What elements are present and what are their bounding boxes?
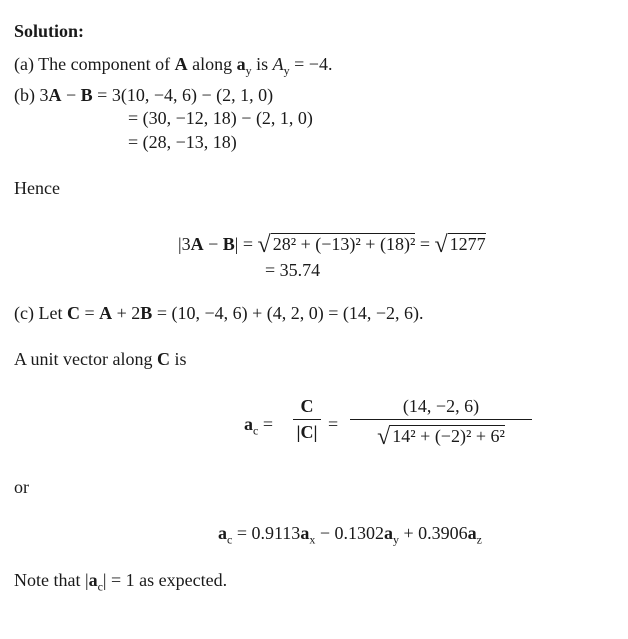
hence-label: Hence bbox=[14, 178, 60, 198]
unit-lhs: $a_c$ = bbox=[244, 414, 273, 438]
part-b-line-2: = (30, −12, 18) − (2, 1, 0) bbox=[128, 108, 313, 128]
fraction-eq: = bbox=[328, 414, 339, 434]
unit-result: $a_c = 0.9113a_x - 0.1302a_y + 0.3906a_z$ bbox=[218, 523, 482, 547]
fraction-values: (14, −2, 6) √ 14² + (−2)² + 6² bbox=[350, 396, 532, 449]
or-label: or bbox=[14, 477, 29, 497]
sqrt-value: √ 1277 bbox=[434, 232, 486, 258]
note-line: Note that $|a_c| = 1$ as expected. bbox=[14, 570, 228, 594]
solution-heading: Solution: bbox=[14, 21, 85, 41]
part-b-line-1: (b) 3A − B = 3(10, −4, 6) − (2, 1, 0) bbox=[14, 85, 274, 105]
part-a-tag: (a) bbox=[14, 54, 34, 74]
fraction-c-over-magc: C |C| bbox=[293, 396, 321, 443]
part-c-line: (c) Let C = A + 2B = (10, −4, 6) + (4, 2, 0) = (14, −2, 6). bbox=[14, 303, 424, 323]
sqrt-expression: √ 28² + (−13)² + (18)² bbox=[257, 232, 416, 258]
magnitude-result: = 35.74 bbox=[265, 260, 321, 280]
part-a-line: (a) The component of A along $a_y$ is $A_y = -4$. bbox=[14, 54, 333, 78]
magnitude-line: |3A − B| = √ 28² + (−13)² + (18)² = √ 1277 bbox=[178, 232, 486, 258]
unit-intro: A unit vector along C is bbox=[14, 349, 187, 369]
part-b-line-3: = (28, −13, 18) bbox=[128, 132, 237, 152]
